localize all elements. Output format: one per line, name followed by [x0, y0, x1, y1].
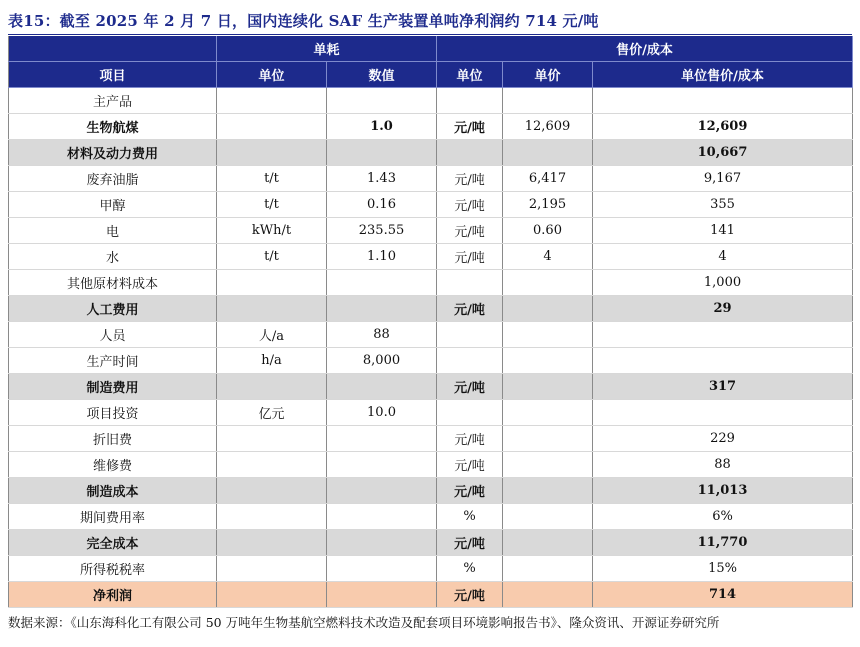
cell-price — [503, 478, 593, 504]
cell-price — [503, 88, 593, 114]
cell-consumption-unit — [217, 296, 327, 322]
cell-consumption-unit — [217, 140, 327, 166]
header-unit-consumption: 单位 — [217, 62, 327, 88]
header-group-price-cost: 售价/成本 — [437, 36, 853, 62]
cell-consumption-unit — [217, 504, 327, 530]
cell-price — [503, 140, 593, 166]
cell-consumption-value — [327, 88, 437, 114]
cell-price-unit: 元/吨 — [437, 582, 503, 608]
cell-item: 净利润 — [9, 582, 217, 608]
cell-unit-price-cost: 6% — [593, 504, 853, 530]
cell-price — [503, 322, 593, 348]
cell-unit-price-cost: 11,013 — [593, 478, 853, 504]
cell-consumption-value: 88 — [327, 322, 437, 348]
saf-profit-table — [8, 36, 853, 608]
cell-price-unit: % — [437, 504, 503, 530]
cell-price-unit: 元/吨 — [437, 114, 503, 140]
cell-price-unit — [437, 140, 503, 166]
cell-unit-price-cost: 317 — [593, 374, 853, 400]
header-value: 数值 — [327, 62, 437, 88]
cell-item: 其他原材料成本 — [9, 270, 217, 296]
cell-consumption-value — [327, 504, 437, 530]
cell-price — [503, 374, 593, 400]
cell-unit-price-cost: 714 — [593, 582, 853, 608]
cell-consumption-value: 0.16 — [327, 192, 437, 218]
cell-price — [503, 556, 593, 582]
cell-price-unit: 元/吨 — [437, 374, 503, 400]
table-row — [9, 426, 853, 452]
cell-price: 6,417 — [503, 166, 593, 192]
table-row — [9, 322, 853, 348]
table-row — [9, 452, 853, 478]
cell-price-unit — [437, 322, 503, 348]
cell-price — [503, 504, 593, 530]
header-group-consumption: 单耗 — [217, 36, 437, 62]
table-row — [9, 374, 853, 400]
cell-consumption-value — [327, 582, 437, 608]
cell-consumption-unit — [217, 530, 327, 556]
cell-price: 4 — [503, 244, 593, 270]
cell-unit-price-cost: 355 — [593, 192, 853, 218]
cell-consumption-unit — [217, 270, 327, 296]
table-row — [9, 270, 853, 296]
cell-price — [503, 452, 593, 478]
cell-price-unit — [437, 88, 503, 114]
cell-unit-price-cost: 12,609 — [593, 114, 853, 140]
table-row — [9, 296, 853, 322]
cell-consumption-value — [327, 530, 437, 556]
table-caption: 表15：截至 2025 年 2 月 7 日，国内连续化 SAF 生产装置单吨净利润约 714 元/吨 — [8, 12, 599, 30]
table-row — [9, 348, 853, 374]
cell-consumption-value — [327, 452, 437, 478]
cell-item: 生物航煤 — [9, 114, 217, 140]
cell-unit-price-cost: 15% — [593, 556, 853, 582]
header-blank — [9, 36, 217, 62]
cell-price-unit — [437, 348, 503, 374]
cell-item: 人员 — [9, 322, 217, 348]
cell-consumption-value: 1.10 — [327, 244, 437, 270]
cell-consumption-value — [327, 478, 437, 504]
cell-consumption-unit — [217, 374, 327, 400]
cell-consumption-unit — [217, 88, 327, 114]
cell-consumption-unit — [217, 114, 327, 140]
header-column-row — [9, 62, 853, 88]
cell-unit-price-cost: 10,667 — [593, 140, 853, 166]
cell-price: 12,609 — [503, 114, 593, 140]
cell-price — [503, 400, 593, 426]
table-row — [9, 400, 853, 426]
cell-price-unit — [437, 400, 503, 426]
cell-price-unit — [437, 270, 503, 296]
table-row — [9, 582, 853, 608]
table-row — [9, 114, 853, 140]
table-row — [9, 556, 853, 582]
cell-consumption-unit: t/t — [217, 192, 327, 218]
cell-price-unit: 元/吨 — [437, 452, 503, 478]
cell-consumption-unit — [217, 426, 327, 452]
cell-item: 制造成本 — [9, 478, 217, 504]
cell-price-unit: 元/吨 — [437, 244, 503, 270]
cell-price-unit: 元/吨 — [437, 426, 503, 452]
cell-consumption-value — [327, 374, 437, 400]
cell-unit-price-cost: 1,000 — [593, 270, 853, 296]
cell-item: 完全成本 — [9, 530, 217, 556]
cell-consumption-unit: t/t — [217, 166, 327, 192]
cell-unit-price-cost: 29 — [593, 296, 853, 322]
table-row — [9, 192, 853, 218]
header-group-row — [9, 36, 853, 62]
table-body — [9, 88, 853, 608]
table-row — [9, 244, 853, 270]
cell-consumption-unit — [217, 478, 327, 504]
cell-consumption-value — [327, 270, 437, 296]
header-item: 项目 — [9, 62, 217, 88]
cell-consumption-unit: 人/a — [217, 322, 327, 348]
cell-price-unit: 元/吨 — [437, 166, 503, 192]
cell-unit-price-cost — [593, 88, 853, 114]
cell-unit-price-cost: 4 — [593, 244, 853, 270]
cell-unit-price-cost: 88 — [593, 452, 853, 478]
table-row — [9, 530, 853, 556]
cell-item: 废弃油脂 — [9, 166, 217, 192]
cell-consumption-value: 8,000 — [327, 348, 437, 374]
table-row — [9, 218, 853, 244]
header-price: 单价 — [503, 62, 593, 88]
cell-item: 电 — [9, 218, 217, 244]
cell-item: 人工费用 — [9, 296, 217, 322]
table-row — [9, 478, 853, 504]
cell-unit-price-cost: 141 — [593, 218, 853, 244]
cell-price: 0.60 — [503, 218, 593, 244]
table-row — [9, 88, 853, 114]
caption-divider — [8, 34, 852, 35]
data-source-note: 数据来源：《山东海科化工有限公司 50 万吨年生物基航空燃料技术改造及配套项目环境影响报告书》、隆众资讯、开源证券研究所 — [8, 615, 720, 630]
header-unit-price-cost: 单位售价/成本 — [593, 62, 853, 88]
cell-consumption-value — [327, 426, 437, 452]
cell-item: 期间费用率 — [9, 504, 217, 530]
cell-consumption-value: 235.55 — [327, 218, 437, 244]
cell-consumption-value — [327, 296, 437, 322]
cell-unit-price-cost: 9,167 — [593, 166, 853, 192]
cell-item: 维修费 — [9, 452, 217, 478]
table-row — [9, 140, 853, 166]
cell-price-unit: 元/吨 — [437, 218, 503, 244]
cell-consumption-unit: t/t — [217, 244, 327, 270]
cell-price — [503, 582, 593, 608]
cell-unit-price-cost — [593, 348, 853, 374]
cell-item: 所得税税率 — [9, 556, 217, 582]
cell-consumption-unit: kWh/t — [217, 218, 327, 244]
cell-price-unit: 元/吨 — [437, 478, 503, 504]
cell-item: 材料及动力费用 — [9, 140, 217, 166]
cell-consumption-unit — [217, 452, 327, 478]
cell-price-unit: 元/吨 — [437, 296, 503, 322]
cell-item: 项目投资 — [9, 400, 217, 426]
cell-consumption-unit — [217, 556, 327, 582]
cell-consumption-value — [327, 556, 437, 582]
cell-item: 生产时间 — [9, 348, 217, 374]
cell-price — [503, 426, 593, 452]
cell-unit-price-cost — [593, 400, 853, 426]
cell-consumption-value: 1.0 — [327, 114, 437, 140]
cell-item: 折旧费 — [9, 426, 217, 452]
cell-consumption-unit: h/a — [217, 348, 327, 374]
table-row — [9, 166, 853, 192]
cell-consumption-value — [327, 140, 437, 166]
cell-price-unit: % — [437, 556, 503, 582]
cell-price-unit: 元/吨 — [437, 530, 503, 556]
cell-consumption-value: 10.0 — [327, 400, 437, 426]
cell-price — [503, 296, 593, 322]
cell-item: 甲醇 — [9, 192, 217, 218]
cell-unit-price-cost: 11,770 — [593, 530, 853, 556]
cell-price-unit: 元/吨 — [437, 192, 503, 218]
cell-item: 制造费用 — [9, 374, 217, 400]
cell-consumption-unit: 亿元 — [217, 400, 327, 426]
cell-consumption-value: 1.43 — [327, 166, 437, 192]
cell-price — [503, 530, 593, 556]
cell-price — [503, 348, 593, 374]
cell-consumption-unit — [217, 582, 327, 608]
cell-unit-price-cost: 229 — [593, 426, 853, 452]
table-row — [9, 504, 853, 530]
cell-price — [503, 270, 593, 296]
cell-item: 水 — [9, 244, 217, 270]
header-unit-price: 单位 — [437, 62, 503, 88]
cell-price: 2,195 — [503, 192, 593, 218]
cell-unit-price-cost — [593, 322, 853, 348]
cell-item: 主产品 — [9, 88, 217, 114]
